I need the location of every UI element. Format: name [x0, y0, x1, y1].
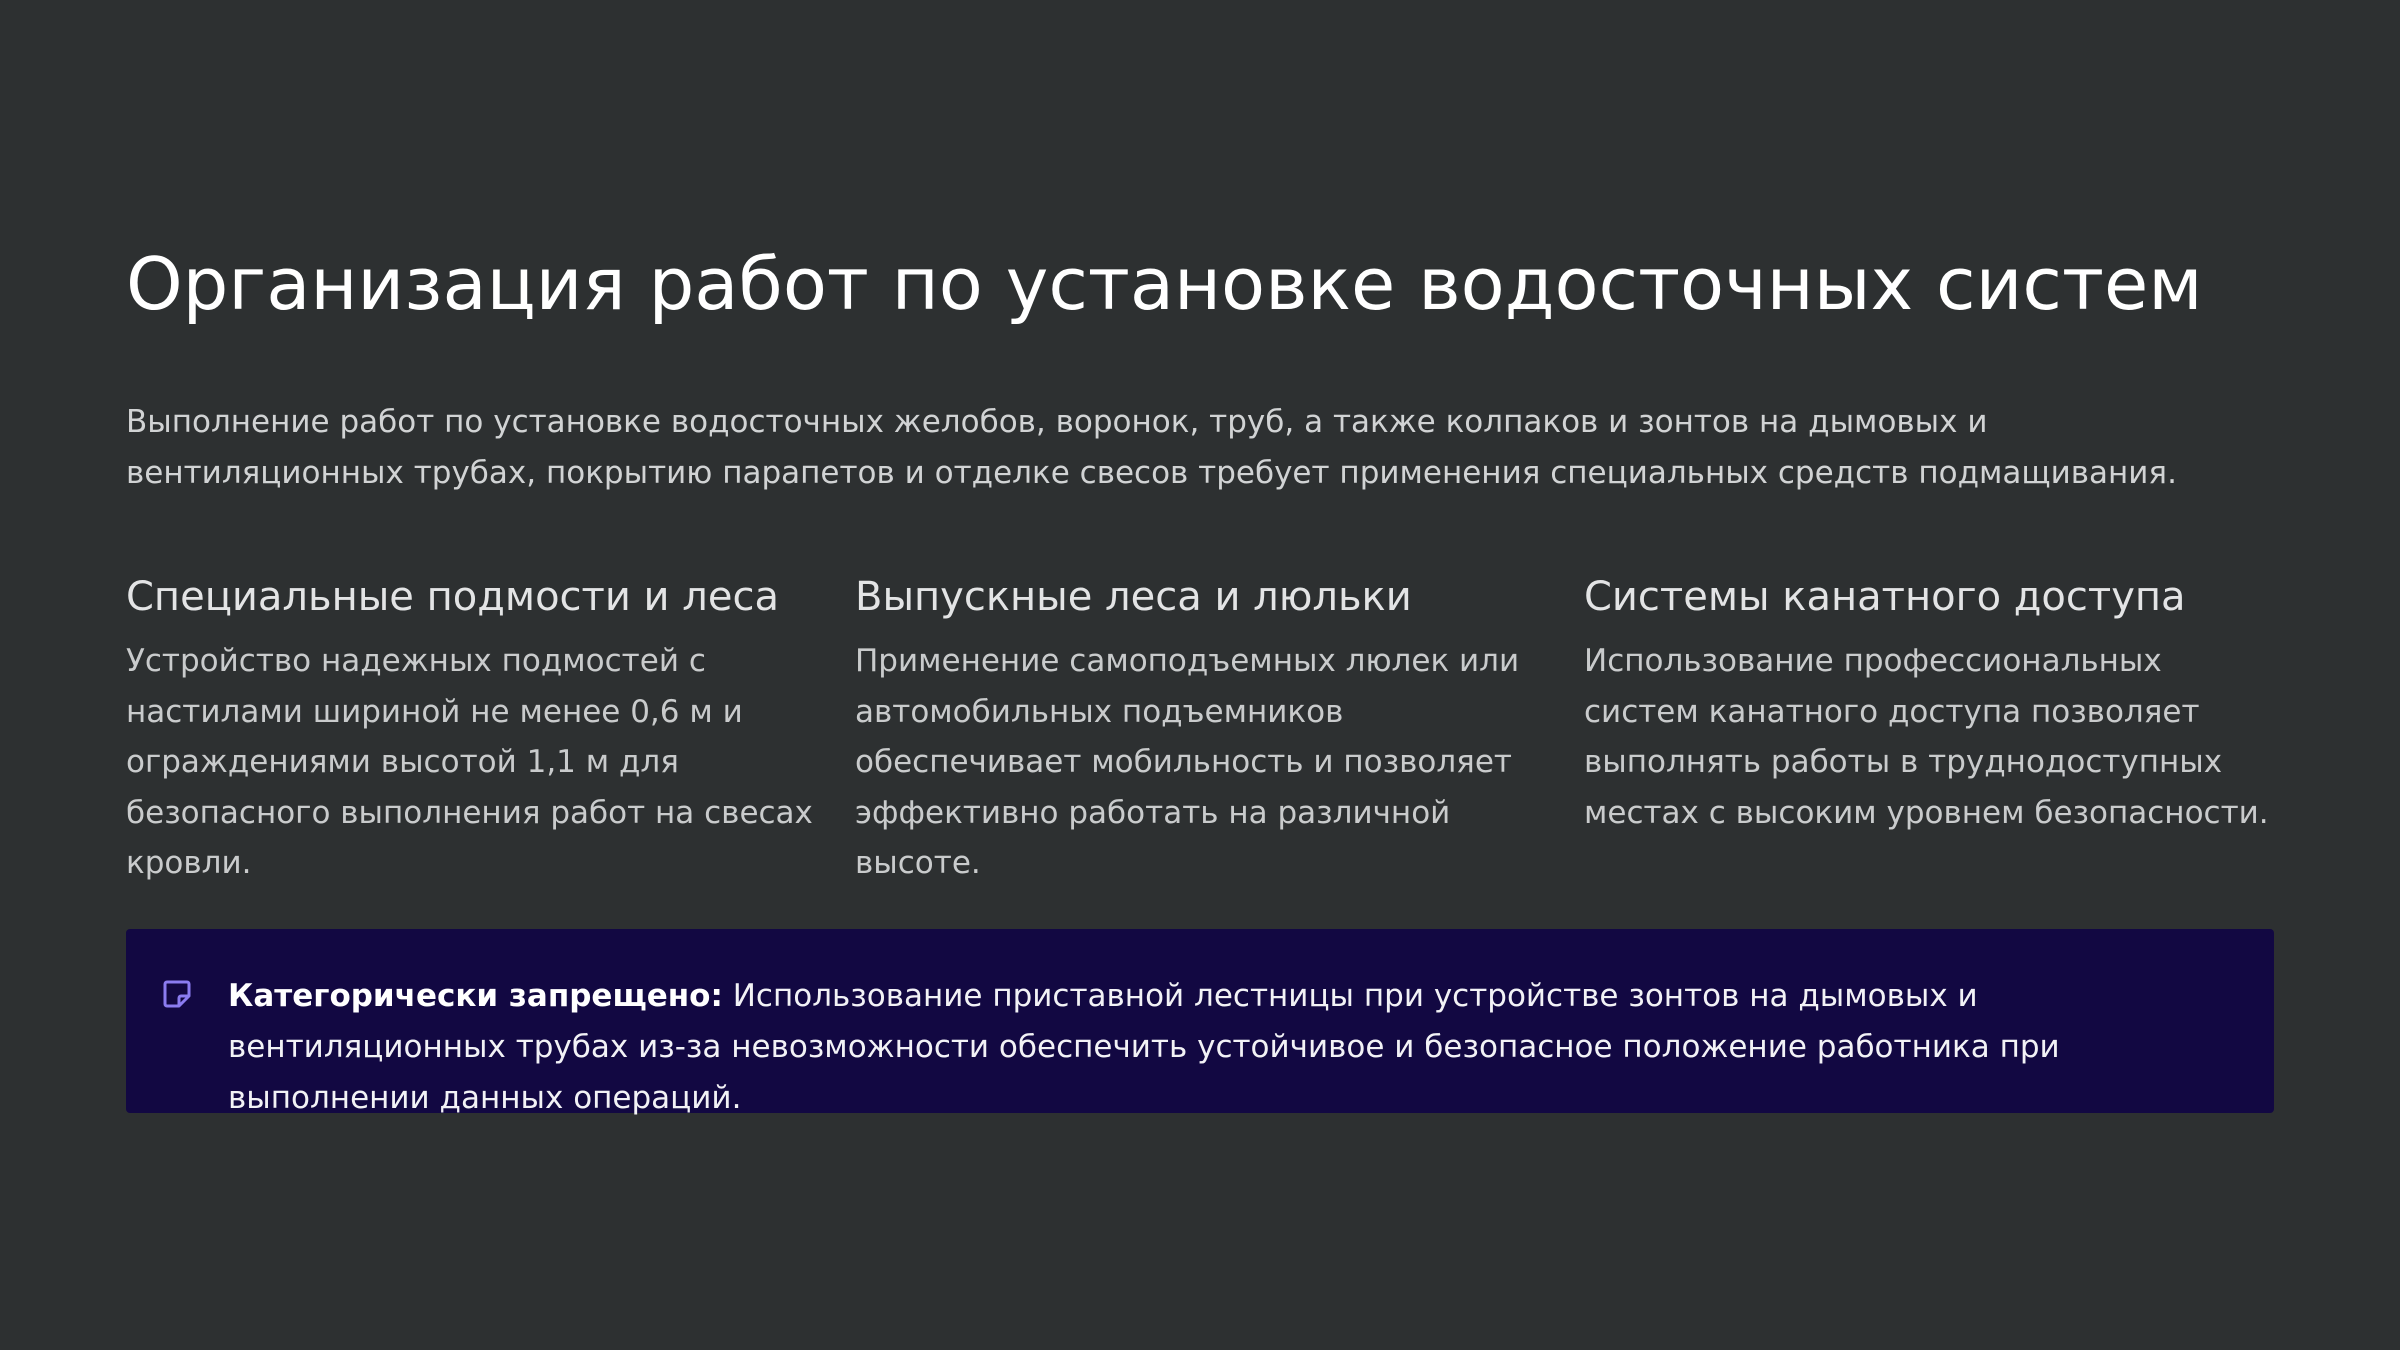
feature-description: Применение самоподъемных люлек или автомобильных подъемников обеспечивает мобильность и позволяет эффективно работать на различной высоте.	[855, 643, 1520, 881]
note-icon	[162, 979, 192, 1009]
warning-callout	[126, 929, 2274, 1116]
feature-column-rope-access	[1584, 566, 2274, 838]
warning-text	[228, 971, 2238, 1124]
warning-body: Использование приставной лестницы при устройстве зонтов на дымовых и вентиляционных трубах из-за невозможности обеспечить устойчивое и безопасное положение работника при выполнении данных операций.	[228, 978, 2060, 1116]
feature-columns	[126, 566, 2274, 906]
warning-label: Категорически запрещено:	[228, 978, 723, 1014]
slide	[126, 0, 2274, 1350]
feature-description: Устройство надежных подмостей с настилами шириной не менее 0,6 м и ограждениями высотой 1,1 м для безопасного выполнения работ на свесах кровли.	[126, 643, 813, 881]
feature-column-cradles	[855, 566, 1545, 889]
feature-heading: Специальные подмости и леса	[126, 574, 779, 620]
feature-heading: Системы канатного доступа	[1584, 574, 2186, 620]
intro-paragraph: Выполнение работ по установке водосточных желобов, воронок, труб, а также колпаков и зонтов на дымовых и вентиляционных трубах, покрытию парапетов и отделке свесов требует применения специальных средств подмащивания.	[126, 404, 2177, 491]
feature-heading: Выпускные леса и люльки	[855, 574, 1412, 620]
feature-description: Использование профессиональных систем канатного доступа позволяет выполнять работы в труднодоступных местах с высоким уровнем безопасности.	[1584, 643, 2269, 831]
slide-title: Организация работ по установке водосточных систем	[126, 242, 2203, 326]
feature-column-scaffolding	[126, 566, 816, 889]
